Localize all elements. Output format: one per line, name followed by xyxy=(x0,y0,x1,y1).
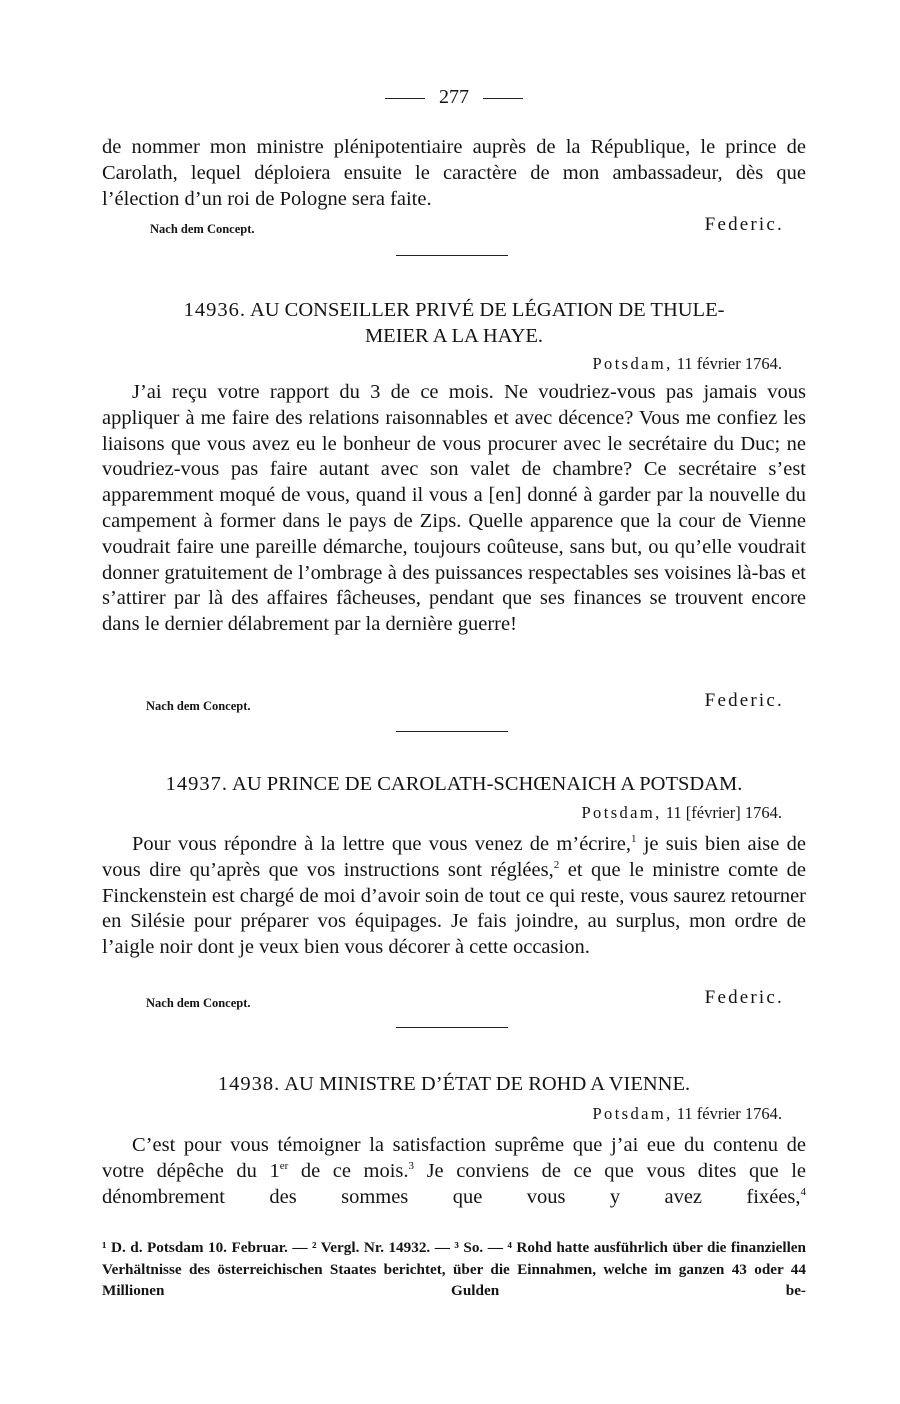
continuation-paragraph: de nommer mon ministre plénipotentiaire auprès de la République, le prince de Carolath, lequel déploiera ensuite le caractère de mon ambassadeur, dès que l’élection d’un roi de Pologne sera faite. xyxy=(102,136,806,210)
document-page xyxy=(102,0,806,1404)
letter-heading-14938: 14938. AU MINISTRE D’ÉTAT DE ROHD A VIENNE. xyxy=(217,1073,691,1095)
letter-heading-14936: 14936. AU CONSEILLER PRIVÉ DE LÉGATION DE THULE- MEIER A LA HAYE. xyxy=(183,299,725,347)
letter-dateline: Potsdam, 11 [février] 1764. xyxy=(581,803,782,822)
signature: Federic. xyxy=(704,987,784,1008)
letter-body-14937: Pour vous répondre à la lettre que vous venez de m’écrire,$^1$ je suis bien aise de vous dire qu’après que vos instructions sont réglées,$^2$ et que le ministre comte de Finckenstein est chargé de moi d’avoir soin de tout ce qui reste, vous saurez retourner en Silésie pour préparer vos équipages. Je fais joindre, au surplus, mon ordre de l’aigle noir dont je veux bien vous décorer à cette occasion. xyxy=(102,833,807,959)
footnotes: ¹ D. d. Potsdam 10. Februar. — ² Vergl. Nr. 14932. — ³ So. — ⁴ Rohd hatte ausführlich über die finanziellen Verhältnisse des österreichischen Staates berichtet, über die Einnahmen, welche im ganzen 43 oder 44 Millionen Gulden be- xyxy=(102,1239,806,1299)
footnote-ref: 3 xyxy=(408,1159,414,1172)
letter-dateline: Potsdam, 11 février 1764. xyxy=(592,354,782,373)
footnote-ref: 1 xyxy=(630,833,637,846)
signature: Federic. xyxy=(704,214,784,235)
letter-dateline: Potsdam, 11 février 1764. xyxy=(592,1104,782,1123)
page-number-dash-right xyxy=(483,98,523,99)
section-rule xyxy=(396,255,508,256)
letter-heading-14937: 14937. AU PRINCE DE CAROLATH-SCHŒNAICH A POTSDAM. xyxy=(165,773,743,795)
letter-body-14938: C’est pour vous témoigner la satisfaction suprême que j’ai eue du contenu de votre dépêche du 1er de ce mois.$^3$ Je conviens de ce que vous dites que le dénombrement des sommes que vous y avez fixées,$^4$ xyxy=(102,1134,806,1208)
source-note: Nach dem Concept. xyxy=(150,222,255,236)
page-number: 277 xyxy=(102,86,806,109)
source-note: Nach dem Concept. xyxy=(146,699,251,713)
source-note: Nach dem Concept. xyxy=(146,996,251,1010)
page-number-dash-left xyxy=(385,98,425,99)
letter-body-14936: J’ai reçu votre rapport du 3 de ce mois. Ne voudriez-vous pas jamais vous appliquer à me faire des relations raisonnables et avec décence? Vous me confiez les liaisons que vous avez eu le bonheur de vous procurer avec le secrétaire du Duc; ne voudriez-vous pas faire autant avec son valet de chambre? Ce secrétaire s’est apparemment moqué de vous, quand il vous a [en] donné à garder par la nouvelle du campement à former dans le pays de Zips. Quelle apparence que la cour de Vienne voudrait faire une pareille démarche, toujours coûteuse, sans but, ou qu’elle voudrait donner gratuitement de l’ombrage à des puissances respectables ses voisines là-bas et s’attirer par là des affaires fâcheuses, pendant que ses finances se trouvent encore dans le dernier délabrement par la dernière guerre! xyxy=(102,381,806,636)
signature: Federic. xyxy=(704,690,784,711)
footnote-ref: 4 xyxy=(800,1185,806,1198)
footnote-ref: 2 xyxy=(553,858,560,871)
section-rule xyxy=(396,1027,508,1028)
section-rule xyxy=(396,731,508,732)
